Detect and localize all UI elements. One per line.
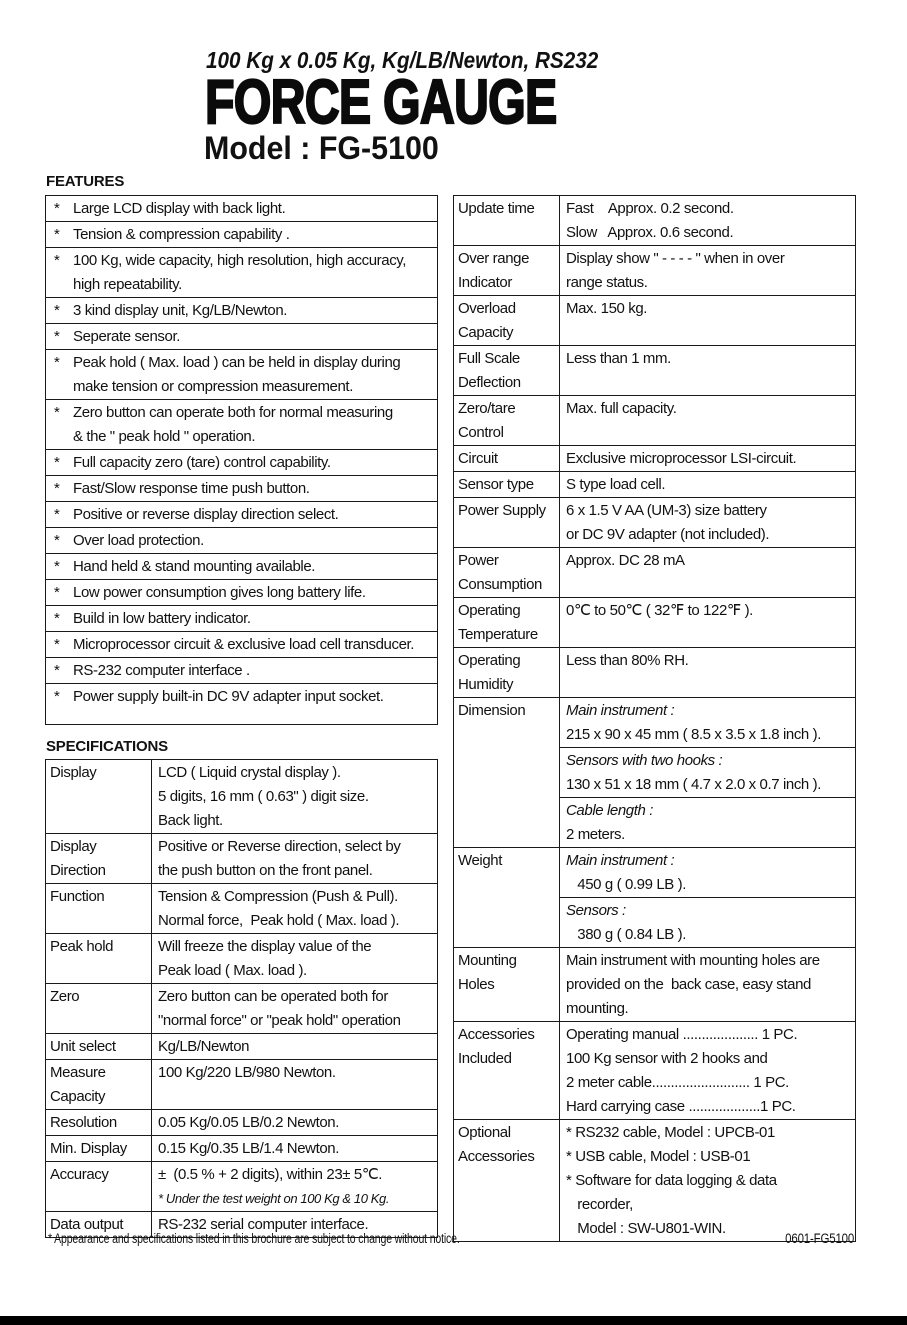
right-spec-row bbox=[454, 1119, 855, 1241]
right-spec-value bbox=[560, 246, 855, 295]
spec-value-line: Tension & Compression (Push & Pull). bbox=[158, 888, 398, 905]
feature-line bbox=[46, 503, 435, 527]
spec-value-line: 100 Kg/220 LB/980 Newton. bbox=[158, 1064, 336, 1081]
right-spec-value-line: mounting. bbox=[566, 1000, 629, 1017]
right-spec-value bbox=[560, 296, 855, 345]
feature-line bbox=[46, 223, 435, 247]
right-spec-value bbox=[560, 598, 855, 647]
right-spec-value-block bbox=[560, 1120, 855, 1241]
features-table bbox=[45, 195, 438, 725]
spec-value bbox=[152, 834, 437, 883]
right-spec-label bbox=[454, 472, 560, 497]
spec-label-line: Accuracy bbox=[50, 1166, 109, 1183]
spec-label bbox=[46, 1034, 152, 1059]
spec-value-line: 0.15 Kg/0.35 LB/1.4 Newton. bbox=[158, 1140, 339, 1157]
spec-value-line: Zero button can be operated both for bbox=[158, 988, 388, 1005]
right-spec-row bbox=[454, 647, 855, 697]
feature-line bbox=[46, 477, 435, 501]
right-spec-row bbox=[454, 947, 855, 1021]
spec-value bbox=[152, 934, 437, 983]
features-heading: FEATURES bbox=[46, 173, 125, 190]
spec-label bbox=[46, 1136, 152, 1161]
right-spec-value bbox=[560, 396, 855, 445]
right-spec-value-block bbox=[560, 747, 855, 797]
right-spec-value-line: 450 g ( 0.99 LB ). bbox=[566, 876, 687, 893]
spec-value-line: Will freeze the display value of the bbox=[158, 938, 372, 955]
right-spec-value-line: Fast Approx. 0.2 second. bbox=[566, 200, 734, 217]
right-spec-value bbox=[560, 446, 855, 471]
feature-line bbox=[46, 351, 435, 375]
right-spec-value-block bbox=[560, 848, 855, 897]
spec-value bbox=[152, 1136, 437, 1161]
feature-text: Tension & compression capability . bbox=[73, 226, 290, 243]
feature-row bbox=[46, 196, 437, 221]
feature-text: Hand held & stand mounting available. bbox=[73, 558, 316, 575]
feature-row bbox=[46, 449, 437, 475]
feature-bullet: * bbox=[54, 480, 60, 497]
feature-bullet: * bbox=[54, 354, 60, 371]
feature-bullet: * bbox=[54, 302, 60, 319]
right-spec-value bbox=[560, 498, 855, 547]
spec-value-line: ± (0.5 % + 2 digits), within 23± 5℃. bbox=[158, 1166, 383, 1183]
right-spec-label bbox=[454, 446, 560, 471]
spec-label bbox=[46, 984, 152, 1033]
spec-label bbox=[46, 834, 152, 883]
spec-value bbox=[152, 1162, 437, 1211]
spec-value-block bbox=[152, 1110, 437, 1135]
right-spec-value-line: * USB cable, Model : USB-01 bbox=[566, 1148, 751, 1165]
feature-row bbox=[46, 605, 437, 631]
right-spec-label bbox=[454, 296, 560, 345]
right-spec-label bbox=[454, 396, 560, 445]
right-spec-value bbox=[560, 196, 855, 245]
feature-text: Fast/Slow response time push button. bbox=[73, 480, 310, 497]
right-spec-label bbox=[454, 948, 560, 1021]
specifications-table bbox=[45, 759, 438, 1238]
feature-line bbox=[46, 299, 435, 323]
right-spec-value-line: recorder, bbox=[566, 1196, 633, 1213]
right-spec-value-block bbox=[560, 1022, 855, 1119]
page-bottom-border bbox=[0, 1316, 907, 1325]
spec-row bbox=[46, 1109, 437, 1135]
feature-row bbox=[46, 501, 437, 527]
spec-value-block bbox=[152, 1060, 437, 1085]
right-spec-value-line: Less than 80% RH. bbox=[566, 652, 689, 669]
right-spec-value bbox=[560, 346, 855, 395]
feature-text: RS-232 computer interface . bbox=[73, 662, 250, 679]
right-spec-value-line: 215 x 90 x 45 mm ( 8.5 x 3.5 x 1.8 inch ). bbox=[566, 726, 821, 743]
right-spec-row bbox=[454, 547, 855, 597]
right-spec-value-line: Main instrument with mounting holes are bbox=[566, 952, 820, 969]
feature-row bbox=[46, 683, 437, 724]
spec-label-line: Min. Display bbox=[50, 1140, 127, 1157]
feature-line bbox=[46, 555, 435, 579]
feature-bullet: * bbox=[54, 558, 60, 575]
right-spec-value-block bbox=[560, 346, 855, 371]
right-spec-label-line: Power bbox=[458, 552, 499, 569]
feature-text: Build in low battery indicator. bbox=[73, 610, 251, 627]
spec-value-block bbox=[152, 1136, 437, 1161]
right-spec-label-line: Circuit bbox=[458, 450, 498, 467]
product-model: Model : FG-5100 bbox=[204, 130, 439, 166]
right-spec-label bbox=[454, 346, 560, 395]
right-spec-label-line: Overload bbox=[458, 300, 516, 317]
feature-bullet: * bbox=[54, 404, 60, 421]
feature-text: make tension or compression measurement. bbox=[73, 378, 353, 395]
spec-value-block bbox=[152, 1034, 437, 1059]
right-spec-value-line: or DC 9V adapter (not included). bbox=[566, 526, 770, 543]
spec-value-block bbox=[152, 760, 437, 833]
feature-line bbox=[46, 401, 435, 425]
right-spec-value-block bbox=[560, 797, 855, 847]
feature-bullet: * bbox=[54, 584, 60, 601]
spec-label-line: Capacity bbox=[50, 1088, 106, 1105]
right-spec-label-line: Operating bbox=[458, 602, 521, 619]
right-spec-value-line: Display show " - - - - " when in over bbox=[566, 250, 785, 267]
feature-bullet: * bbox=[54, 532, 60, 549]
right-spec-value-block bbox=[560, 196, 855, 245]
right-spec-label bbox=[454, 648, 560, 697]
spec-value-line: RS-232 serial computer interface. bbox=[158, 1216, 369, 1233]
right-spec-label bbox=[454, 698, 560, 847]
spec-row bbox=[46, 760, 437, 833]
spec-row bbox=[46, 1033, 437, 1059]
specifications-heading: SPECIFICATIONS bbox=[46, 738, 168, 755]
feature-line bbox=[46, 685, 435, 709]
feature-line bbox=[46, 325, 435, 349]
feature-bullet: * bbox=[54, 506, 60, 523]
right-spec-value-block bbox=[560, 897, 855, 947]
right-spec-row bbox=[454, 697, 855, 847]
right-spec-row bbox=[454, 597, 855, 647]
feature-row bbox=[46, 579, 437, 605]
spec-row bbox=[46, 833, 437, 883]
spec-value-block bbox=[152, 934, 437, 983]
right-spec-value-block bbox=[560, 472, 855, 497]
feature-line bbox=[46, 581, 435, 605]
spec-value-line: 5 digits, 16 mm ( 0.63" ) digit size. bbox=[158, 788, 369, 805]
spec-value-block bbox=[152, 834, 437, 883]
feature-bullet: * bbox=[54, 226, 60, 243]
feature-text: high repeatability. bbox=[73, 276, 182, 293]
right-spec-label-line: Humidity bbox=[458, 676, 514, 693]
right-spec-value-block bbox=[560, 446, 855, 471]
right-spec-label-line: Zero/tare bbox=[458, 400, 516, 417]
right-spec-label bbox=[454, 196, 560, 245]
spec-label-line: Direction bbox=[50, 862, 106, 879]
spec-value-block bbox=[152, 884, 437, 933]
feature-line bbox=[46, 197, 435, 221]
right-spec-label-line: Power Supply bbox=[458, 502, 546, 519]
spec-row bbox=[46, 1135, 437, 1161]
feature-text: Peak hold ( Max. load ) can be held in display during bbox=[73, 354, 401, 371]
spec-value bbox=[152, 884, 437, 933]
right-spec-value-block bbox=[560, 396, 855, 421]
spec-label-line: Unit select bbox=[50, 1038, 116, 1055]
spec-value bbox=[152, 1034, 437, 1059]
right-spec-value-line: Main instrument : bbox=[566, 702, 675, 719]
feature-text: Microprocessor circuit & exclusive load cell transducer. bbox=[73, 636, 415, 653]
right-spec-value-line: Sensors with two hooks : bbox=[566, 752, 723, 769]
right-spec-value-line: Main instrument : bbox=[566, 852, 675, 869]
right-spec-value-line: Exclusive microprocessor LSI-circuit. bbox=[566, 450, 797, 467]
spec-label-line: Data output bbox=[50, 1216, 124, 1233]
spec-value bbox=[152, 1060, 437, 1109]
spec-value-line: Peak load ( Max. load ). bbox=[158, 962, 307, 979]
feature-bullet: * bbox=[54, 610, 60, 627]
spec-label-line: Resolution bbox=[50, 1114, 117, 1131]
right-spec-label-line: Indicator bbox=[458, 274, 512, 291]
right-spec-row bbox=[454, 395, 855, 445]
right-spec-value-line: 2 meters. bbox=[566, 826, 625, 843]
feature-text: Zero button can operate both for normal measuring bbox=[73, 404, 393, 421]
right-spec-value-line: 130 x 51 x 18 mm ( 4.7 x 2.0 x 0.7 inch ). bbox=[566, 776, 821, 793]
spec-row bbox=[46, 933, 437, 983]
right-spec-label-line: Deflection bbox=[458, 374, 521, 391]
right-spec-row bbox=[454, 445, 855, 471]
right-spec-value-line: Sensors : bbox=[566, 902, 626, 919]
spec-label bbox=[46, 760, 152, 833]
feature-text: Low power consumption gives long battery life. bbox=[73, 584, 366, 601]
feature-row bbox=[46, 475, 437, 501]
feature-bullet: * bbox=[54, 200, 60, 217]
feature-bullet: * bbox=[54, 328, 60, 345]
right-spec-value-line: Operating manual .................... 1 PC. bbox=[566, 1026, 798, 1043]
right-spec-row bbox=[454, 847, 855, 947]
spec-row bbox=[46, 883, 437, 933]
right-spec-label-line: Weight bbox=[458, 852, 503, 869]
right-spec-value-line: 0℃ to 50℃ ( 32℉ to 122℉ ). bbox=[566, 602, 753, 619]
spec-row bbox=[46, 1161, 437, 1211]
right-spec-value-line: Slow Approx. 0.6 second. bbox=[566, 224, 734, 241]
right-spec-value-block bbox=[560, 948, 855, 1021]
spec-value-line: Positive or Reverse direction, select by bbox=[158, 838, 401, 855]
right-spec-row bbox=[454, 1021, 855, 1119]
right-spec-label-line: Holes bbox=[458, 976, 495, 993]
feature-line bbox=[46, 451, 435, 475]
right-spec-value-line: provided on the back case, easy stand bbox=[566, 976, 811, 993]
feature-text: Seperate sensor. bbox=[73, 328, 181, 345]
right-spec-value bbox=[560, 948, 855, 1021]
spec-label bbox=[46, 934, 152, 983]
right-spec-label bbox=[454, 1022, 560, 1119]
right-spec-label-line: Capacity bbox=[458, 324, 514, 341]
spec-label-line: Zero bbox=[50, 988, 80, 1005]
spec-label-line: Function bbox=[50, 888, 105, 905]
spec-value bbox=[152, 760, 437, 833]
right-spec-value-line: * Software for data logging & data bbox=[566, 1172, 777, 1189]
spec-label-line: Peak hold bbox=[50, 938, 114, 955]
spec-row bbox=[46, 983, 437, 1033]
spec-label bbox=[46, 884, 152, 933]
feature-bullet: * bbox=[54, 454, 60, 471]
product-title: FORCE GAUGE bbox=[205, 68, 557, 137]
feature-text: Large LCD display with back light. bbox=[73, 200, 286, 217]
feature-line bbox=[46, 249, 435, 273]
right-spec-label-line: Optional bbox=[458, 1124, 511, 1141]
feature-line bbox=[46, 659, 435, 683]
right-spec-label-line: Mounting bbox=[458, 952, 517, 969]
right-spec-value-block bbox=[560, 296, 855, 321]
right-spec-label-line: Dimension bbox=[458, 702, 526, 719]
feature-bullet: * bbox=[54, 252, 60, 269]
feature-bullet: * bbox=[54, 662, 60, 679]
spec-value-line: "normal force" or "peak hold" operation bbox=[158, 1012, 401, 1029]
spec-value-line: Back light. bbox=[158, 812, 223, 829]
right-spec-label-line: Operating bbox=[458, 652, 521, 669]
right-spec-label-line: Temperature bbox=[458, 626, 538, 643]
feature-text: Power supply built-in DC 9V adapter input socket. bbox=[73, 688, 384, 705]
right-spec-value-line: Hard carrying case ...................1 PC. bbox=[566, 1098, 796, 1115]
feature-row bbox=[46, 553, 437, 579]
footer-doc-code: 0601-FG5100 bbox=[785, 1231, 854, 1246]
spec-value-line: Kg/LB/Newton bbox=[158, 1038, 250, 1055]
right-spec-label-line: Included bbox=[458, 1050, 512, 1067]
spec-value bbox=[152, 1110, 437, 1135]
right-spec-value bbox=[560, 548, 855, 597]
spec-value-block bbox=[152, 1162, 437, 1211]
right-spec-value-line: Max. 150 kg. bbox=[566, 300, 648, 317]
right-spec-value-line: S type load cell. bbox=[566, 476, 666, 493]
right-spec-value-block bbox=[560, 498, 855, 547]
right-spec-label-line: Accessories bbox=[458, 1148, 535, 1165]
right-spec-label-line: Accessories bbox=[458, 1026, 535, 1043]
feature-row bbox=[46, 247, 437, 297]
right-spec-row bbox=[454, 245, 855, 295]
feature-text: Full capacity zero (tare) control capability. bbox=[73, 454, 331, 471]
right-spec-label bbox=[454, 1120, 560, 1241]
spec-label-line: Display bbox=[50, 838, 97, 855]
right-spec-row bbox=[454, 295, 855, 345]
feature-line bbox=[46, 607, 435, 631]
feature-bullet: * bbox=[54, 688, 60, 705]
right-spec-value bbox=[560, 648, 855, 697]
right-spec-row bbox=[454, 471, 855, 497]
feature-row bbox=[46, 527, 437, 553]
right-spec-value-line: Max. full capacity. bbox=[566, 400, 677, 417]
feature-text: Positive or reverse display direction select. bbox=[73, 506, 339, 523]
feature-bullet: * bbox=[54, 636, 60, 653]
feature-text: Over load protection. bbox=[73, 532, 204, 549]
right-spec-label bbox=[454, 548, 560, 597]
feature-row bbox=[46, 297, 437, 323]
right-spec-value bbox=[560, 848, 855, 947]
spec-label-line: Display bbox=[50, 764, 97, 781]
right-spec-row bbox=[454, 497, 855, 547]
right-spec-value bbox=[560, 698, 855, 847]
right-spec-value-block bbox=[560, 246, 855, 295]
right-spec-row bbox=[454, 345, 855, 395]
spec-value-line: Normal force, Peak hold ( Max. load ). bbox=[158, 912, 400, 929]
spec-value-line: 0.05 Kg/0.05 LB/0.2 Newton. bbox=[158, 1114, 339, 1131]
right-spec-value bbox=[560, 472, 855, 497]
right-spec-value-line: Model : SW-U801-WIN. bbox=[566, 1220, 726, 1237]
spec-value-block bbox=[152, 984, 437, 1033]
spec-row bbox=[46, 1059, 437, 1109]
feature-row bbox=[46, 349, 437, 399]
right-spec-value-block bbox=[560, 648, 855, 673]
right-spec-value-line: range status. bbox=[566, 274, 648, 291]
product-tagline: 100 Kg x 0.05 Kg, Kg/LB/Newton, RS232 bbox=[206, 47, 599, 73]
feature-row bbox=[46, 657, 437, 683]
right-spec-value-line: 2 meter cable.......................... 1 PC. bbox=[566, 1074, 789, 1091]
right-spec-row bbox=[454, 196, 855, 245]
feature-text: 100 Kg, wide capacity, high resolution, high accuracy, bbox=[73, 252, 407, 269]
spec-label bbox=[46, 1110, 152, 1135]
right-spec-value-line: Cable length : bbox=[566, 802, 653, 819]
feature-row bbox=[46, 323, 437, 349]
spec-value-line: the push button on the front panel. bbox=[158, 862, 373, 879]
right-spec-value-line: 380 g ( 0.84 LB ). bbox=[566, 926, 687, 943]
right-spec-label-line: Over range bbox=[458, 250, 530, 267]
right-spec-value-line: * RS232 cable, Model : UPCB-01 bbox=[566, 1124, 775, 1141]
right-specs-table bbox=[453, 195, 856, 1242]
spec-label-line: Measure bbox=[50, 1064, 106, 1081]
right-spec-label bbox=[454, 246, 560, 295]
spec-value bbox=[152, 984, 437, 1033]
footer-note: * Appearance and specifications listed in this brochure are subject to change without notice. bbox=[48, 1231, 460, 1246]
spec-label bbox=[46, 1060, 152, 1109]
feature-text: 3 kind display unit, Kg/LB/Newton. bbox=[73, 302, 288, 319]
right-spec-label-line: Control bbox=[458, 424, 504, 441]
right-spec-value-line: 6 x 1.5 V AA (UM-3) size battery bbox=[566, 502, 767, 519]
feature-row bbox=[46, 221, 437, 247]
feature-line bbox=[46, 633, 435, 657]
spec-value-line: * Under the test weight on 100 Kg & 10 Kg. bbox=[158, 1191, 390, 1206]
right-spec-value bbox=[560, 1022, 855, 1119]
right-spec-value bbox=[560, 1120, 855, 1241]
right-spec-value-block bbox=[560, 598, 855, 623]
feature-row bbox=[46, 399, 437, 449]
right-spec-label-line: Consumption bbox=[458, 576, 542, 593]
right-spec-value-line: Less than 1 mm. bbox=[566, 350, 671, 367]
right-spec-label-line: Full Scale bbox=[458, 350, 520, 367]
right-spec-label-line: Sensor type bbox=[458, 476, 534, 493]
right-spec-value-line: Approx. DC 28 mA bbox=[566, 552, 685, 569]
spec-value-line: LCD ( Liquid crystal display ). bbox=[158, 764, 341, 781]
feature-row bbox=[46, 631, 437, 657]
right-spec-label bbox=[454, 498, 560, 547]
feature-text: & the " peak hold " operation. bbox=[73, 428, 256, 445]
spec-label bbox=[46, 1162, 152, 1211]
feature-line bbox=[46, 529, 435, 553]
right-spec-value-block bbox=[560, 698, 855, 747]
right-spec-value-block bbox=[560, 548, 855, 573]
right-spec-label-line: Update time bbox=[458, 200, 535, 217]
right-spec-value-line: 100 Kg sensor with 2 hooks and bbox=[566, 1050, 768, 1067]
right-spec-label bbox=[454, 848, 560, 947]
right-spec-label bbox=[454, 598, 560, 647]
